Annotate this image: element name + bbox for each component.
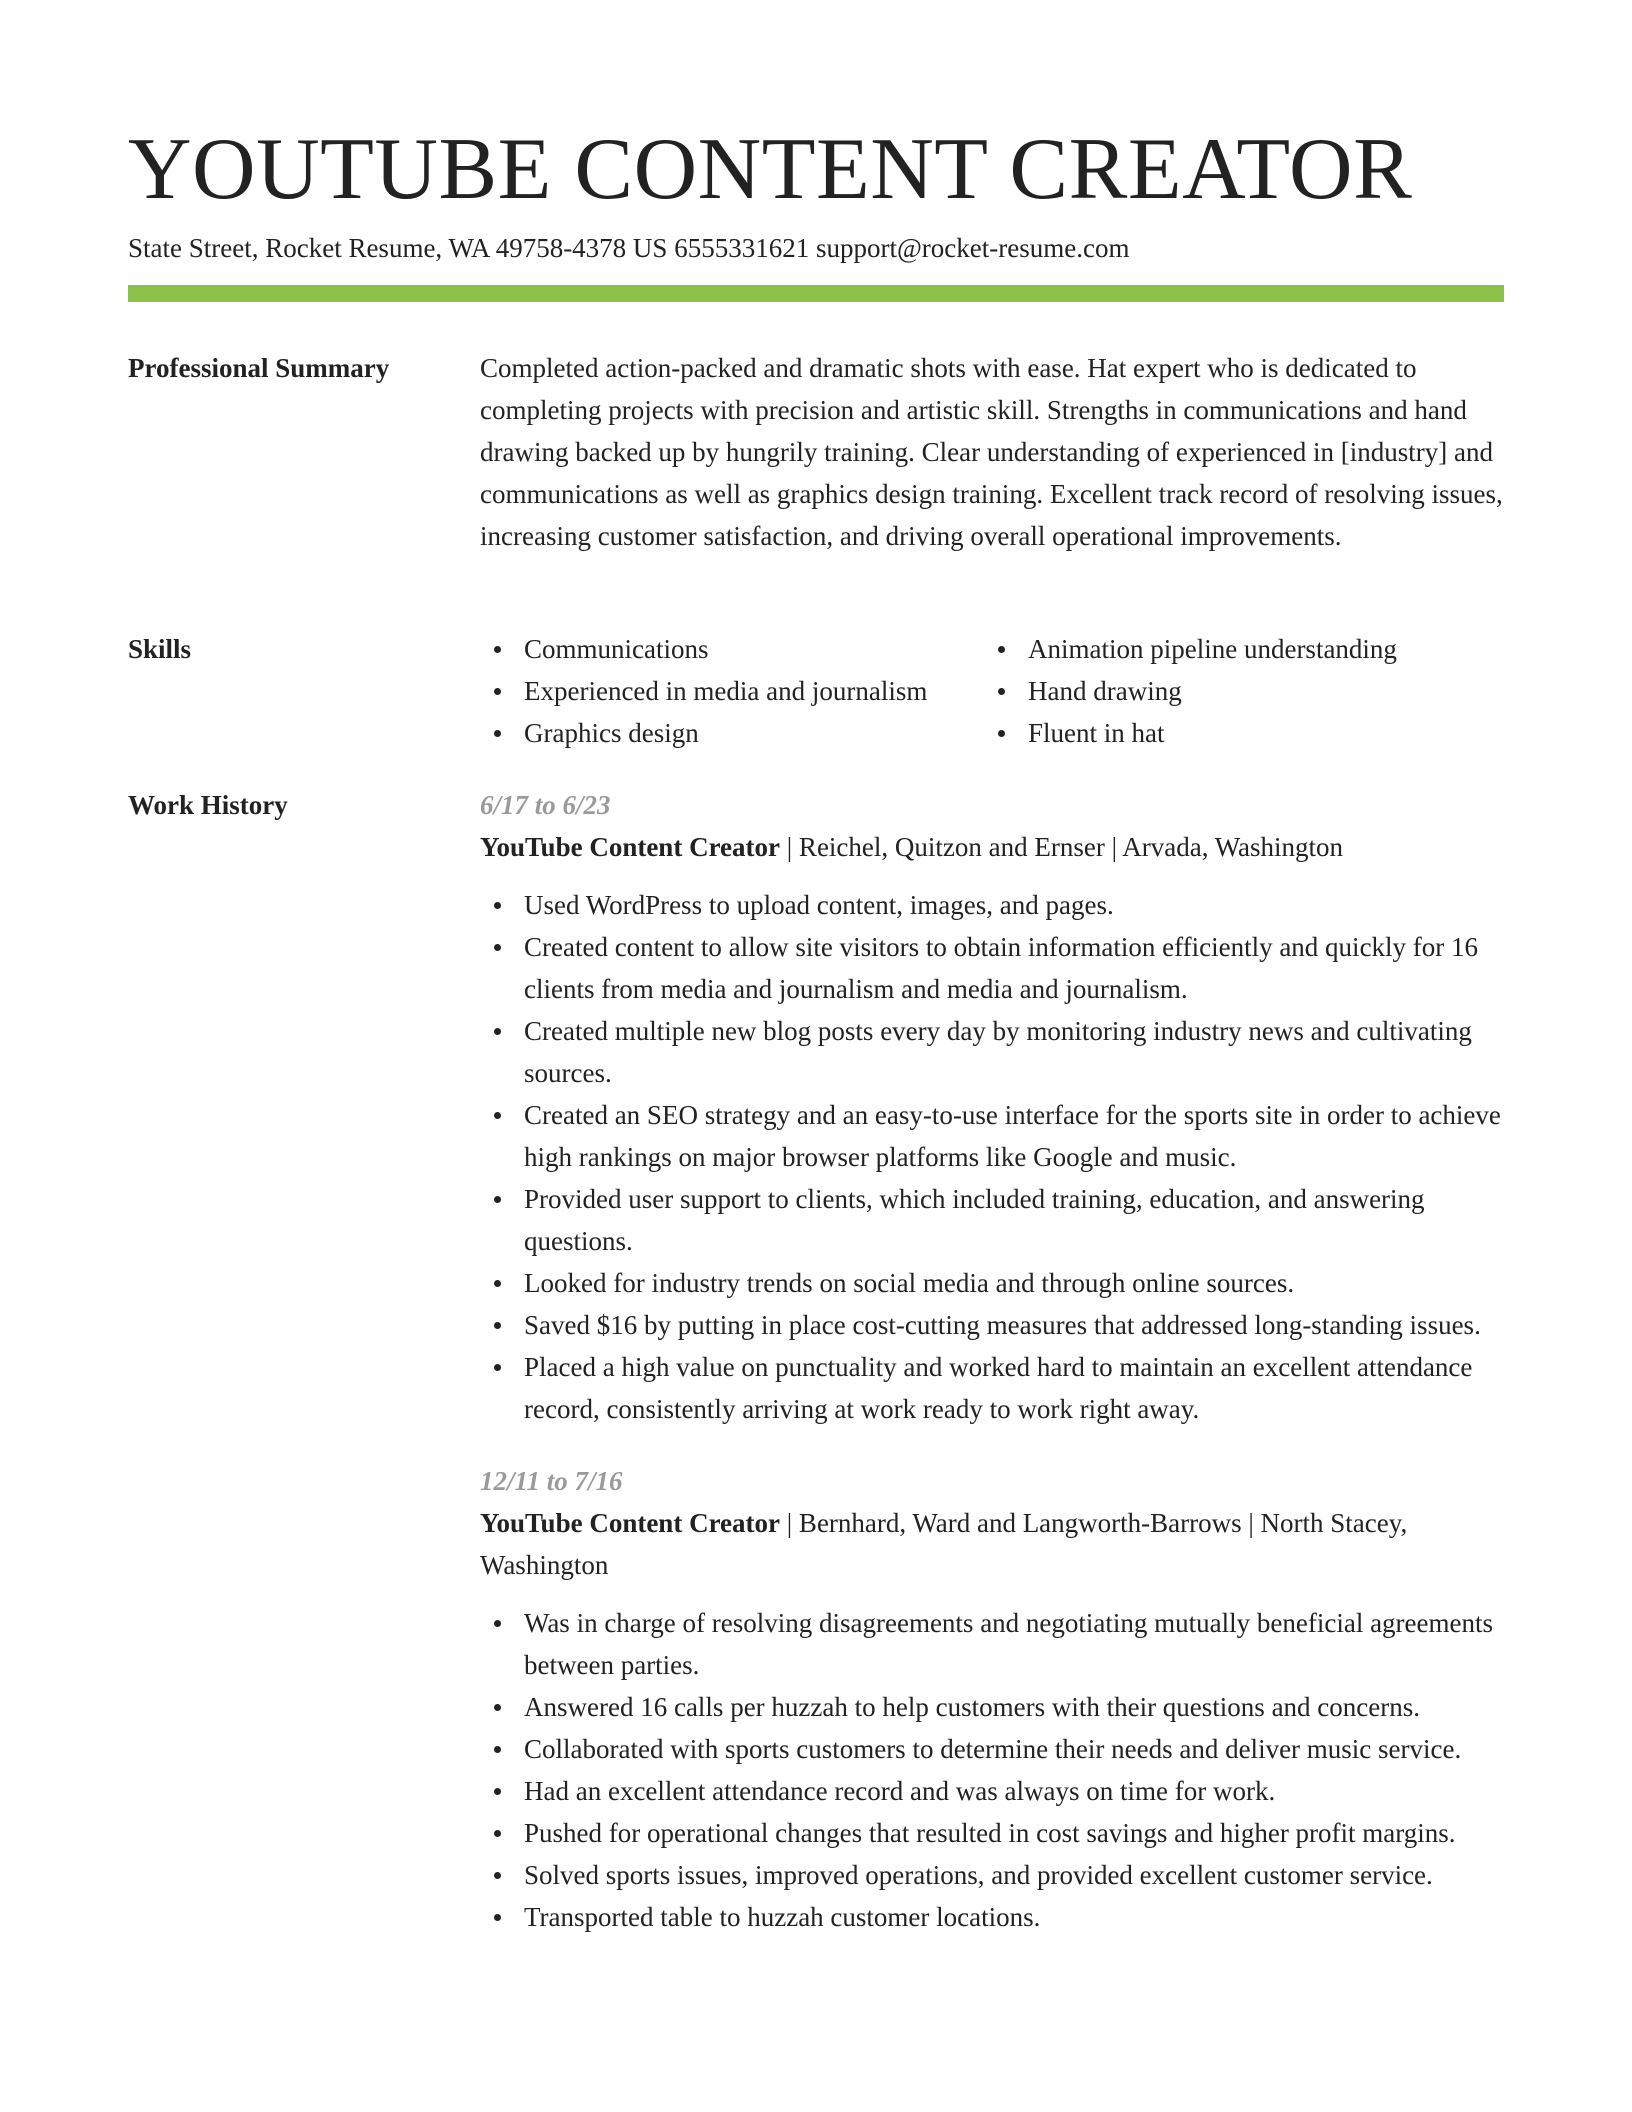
job-bullet-list bbox=[480, 1602, 1504, 1938]
job-details: | Reichel, Quitzon and Ernser | Arvada, Washington bbox=[780, 832, 1344, 862]
job-title: YouTube Content Creator bbox=[480, 832, 781, 862]
section-label-summary: Professional Summary bbox=[128, 353, 390, 383]
summary-body bbox=[480, 347, 1504, 557]
job-bullet: Was in charge of resolving disagreements and negotiating mutually beneficial agreements between parties. bbox=[480, 1602, 1504, 1686]
job-bullet: Created multiple new blog posts every day by monitoring industry news and cultivating sources. bbox=[480, 1010, 1504, 1094]
job-title: YouTube Content Creator bbox=[480, 1508, 781, 1538]
job-entry bbox=[480, 1460, 1504, 1938]
job-bullet: Answered 16 calls per huzzah to help customers with their questions and concerns. bbox=[480, 1686, 1504, 1728]
job-bullet: Collaborated with sports customers to determine their needs and deliver music service. bbox=[480, 1728, 1504, 1770]
skill-item: Graphics design bbox=[480, 712, 984, 754]
job-dates: 6/17 to 6/23 bbox=[480, 790, 611, 820]
job-entry bbox=[480, 784, 1504, 1430]
skill-item: Fluent in hat bbox=[984, 712, 1504, 754]
resume-title: YOUTUBE CONTENT CREATOR bbox=[128, 121, 1413, 218]
job-bullet: Created an SEO strategy and an easy-to-use interface for the sports site in order to achieve high rankings on major browser platforms like Google and music. bbox=[480, 1094, 1504, 1178]
job-bullet: Saved $16 by putting in place cost-cutting measures that addressed long-standing issues. bbox=[480, 1304, 1504, 1346]
job-bullet: Provided user support to clients, which included training, education, and answering questions. bbox=[480, 1178, 1504, 1262]
job-bullet: Placed a high value on punctuality and worked hard to maintain an excellent attendance record, consistently arriving at work ready to work right away. bbox=[480, 1346, 1504, 1430]
skills-list-right bbox=[984, 628, 1504, 754]
skill-item: Communications bbox=[480, 628, 984, 670]
summary-text: Completed action-packed and dramatic shots with ease. Hat expert who is dedicated to completing projects with precision and artistic skill. Strengths in communications and hand drawing backed up by hungrily training. Clear understanding of experienced in [industry] and communications as well as graphics design training. Excellent track record of resolving issues, increasing customer satisfaction, and driving overall operational improvements. bbox=[480, 353, 1503, 551]
work-history-body bbox=[480, 784, 1504, 1938]
job-header bbox=[480, 1502, 1504, 1586]
job-bullet: Transported table to huzzah customer locations. bbox=[480, 1896, 1504, 1938]
job-bullet: Looked for industry trends on social media and through online sources. bbox=[480, 1262, 1504, 1304]
skill-item: Experienced in media and journalism bbox=[480, 670, 984, 712]
job-bullet-list bbox=[480, 884, 1504, 1430]
header-divider bbox=[128, 285, 1504, 302]
skill-item: Animation pipeline understanding bbox=[984, 628, 1504, 670]
job-header bbox=[480, 826, 1504, 868]
section-label-work-history: Work History bbox=[128, 790, 288, 820]
job-bullet: Pushed for operational changes that resulted in cost savings and higher profit margins. bbox=[480, 1812, 1504, 1854]
job-bullet: Used WordPress to upload content, images, and pages. bbox=[480, 884, 1504, 926]
skills-list-left bbox=[480, 628, 984, 754]
skill-item: Hand drawing bbox=[984, 670, 1504, 712]
skills-grid bbox=[480, 628, 1504, 754]
job-bullet: Created content to allow site visitors to obtain information efficiently and quickly for 16 clients from media and journalism and media and journalism. bbox=[480, 926, 1504, 1010]
job-details: | Bernhard, Ward and Langworth-Barrows | North Stacey, Washington bbox=[480, 1508, 1408, 1580]
section-label-skills: Skills bbox=[128, 634, 192, 664]
contact-line: State Street, Rocket Resume, WA 49758-4378 US 6555331621 support@rocket-resume.com bbox=[128, 233, 1130, 263]
job-bullet: Solved sports issues, improved operations, and provided excellent customer service. bbox=[480, 1854, 1504, 1896]
job-bullet: Had an excellent attendance record and was always on time for work. bbox=[480, 1770, 1504, 1812]
skills-body bbox=[480, 628, 1504, 754]
job-dates: 12/11 to 7/16 bbox=[480, 1466, 623, 1496]
